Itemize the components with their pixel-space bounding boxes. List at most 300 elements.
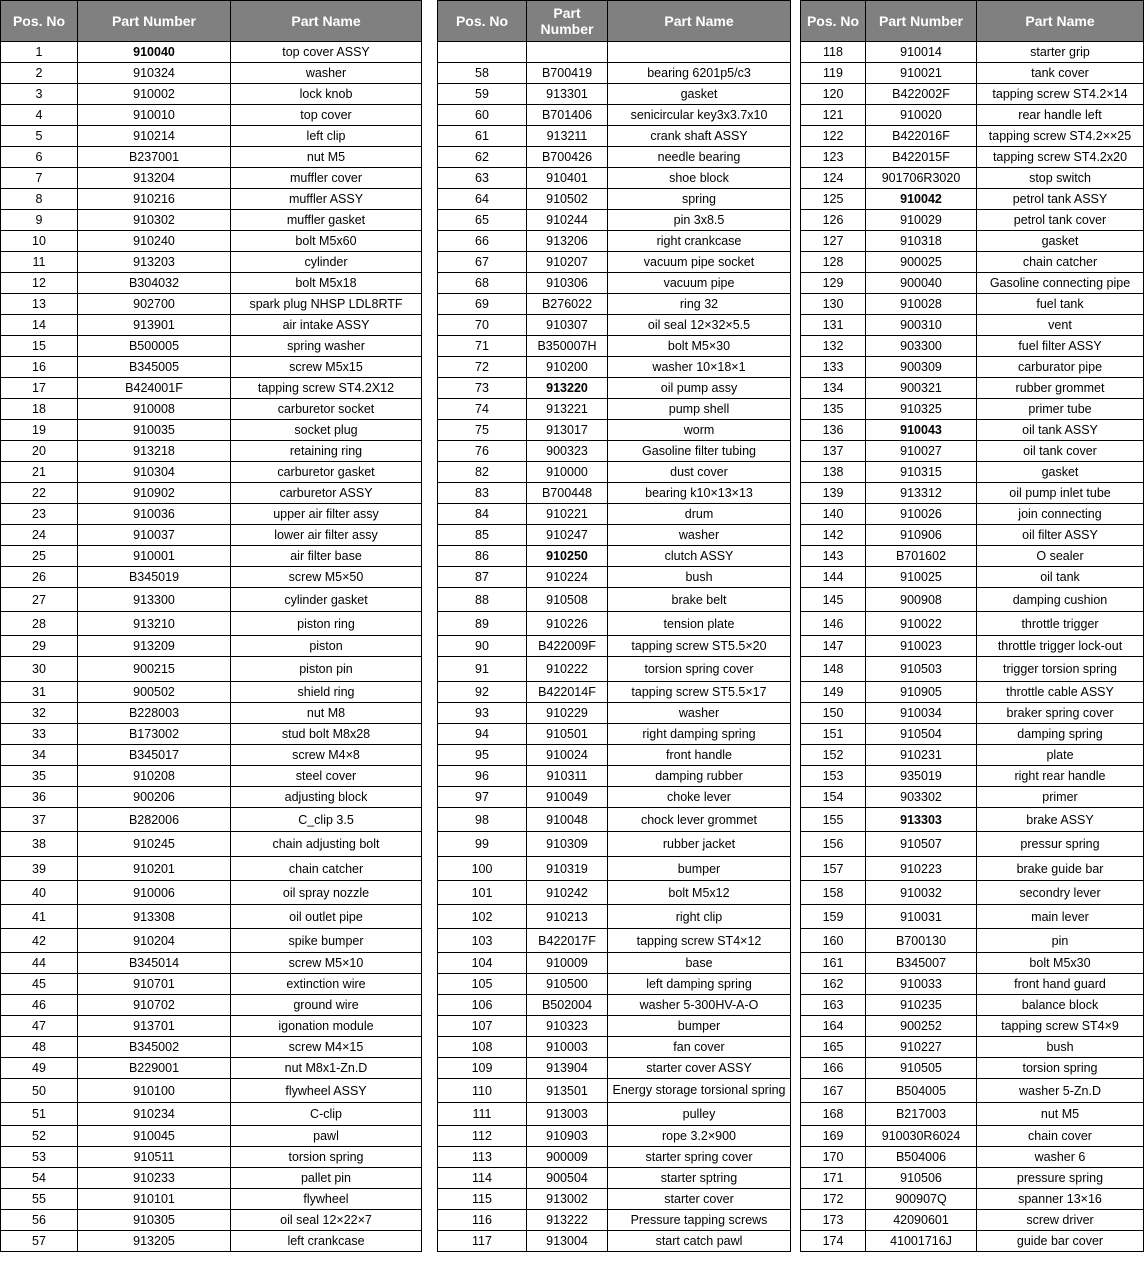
pos-no-cell: 72	[438, 357, 527, 378]
table-row	[801, 1168, 1144, 1189]
pos-no-cell: 119	[801, 63, 866, 84]
table-row	[1, 787, 422, 808]
part-number-cell: 910229	[527, 703, 608, 724]
part-number-cell: 910307	[527, 315, 608, 336]
part-name-cell: stud bolt M8x28	[231, 724, 422, 745]
part-name-cell: igonation module	[231, 1016, 422, 1037]
part-number-cell: B345017	[78, 745, 231, 766]
part-number-cell: 910028	[866, 294, 977, 315]
part-number-cell: B700426	[527, 147, 608, 168]
part-name-cell: bumper	[608, 1016, 791, 1037]
part-number-cell: 910010	[78, 105, 231, 126]
part-name-cell: oil spray nozzle	[231, 881, 422, 905]
part-name-cell: brake guide bar	[977, 857, 1144, 881]
part-number-cell: B701406	[527, 105, 608, 126]
pos-no-cell: 94	[438, 724, 527, 745]
pos-no-cell: 100	[438, 857, 527, 881]
pos-no-cell: 25	[1, 546, 78, 567]
table-row	[1, 636, 422, 657]
table-row	[1, 881, 422, 905]
part-name-cell: primer tube	[977, 399, 1144, 420]
pos-no-cell: 86	[438, 546, 527, 567]
part-number-cell: 910702	[78, 995, 231, 1016]
table-row	[801, 1126, 1144, 1147]
pos-no-cell: 110	[438, 1079, 527, 1103]
part-name-cell: tension plate	[608, 612, 791, 636]
header-part-name: Part Name	[608, 1, 791, 42]
part-number-cell: 913501	[527, 1079, 608, 1103]
part-name-cell: bearing k10×13×13	[608, 483, 791, 504]
table-row	[438, 399, 791, 420]
parts-table-2	[437, 0, 791, 1252]
pos-no-cell: 7	[1, 168, 78, 189]
pos-no-cell: 8	[1, 189, 78, 210]
table-row	[1, 273, 422, 294]
table-row	[438, 420, 791, 441]
part-name-cell: piston ring	[231, 612, 422, 636]
pos-no-cell: 26	[1, 567, 78, 588]
pos-no-cell: 157	[801, 857, 866, 881]
part-number-cell: 910233	[78, 1168, 231, 1189]
part-number-cell: 913203	[78, 252, 231, 273]
part-name-cell: muffler cover	[231, 168, 422, 189]
table-row	[801, 273, 1144, 294]
pos-no-cell: 13	[1, 294, 78, 315]
table-row	[801, 857, 1144, 881]
part-number-cell: 910014	[866, 42, 977, 63]
pos-no-cell: 4	[1, 105, 78, 126]
part-name-cell: pawl	[231, 1126, 422, 1147]
part-name-cell: tank cover	[977, 63, 1144, 84]
pos-no-cell: 63	[438, 168, 527, 189]
part-number-cell: 910315	[866, 462, 977, 483]
pos-no-cell: 118	[801, 42, 866, 63]
table-row	[1, 832, 422, 857]
part-name-cell: crank shaft ASSY	[608, 126, 791, 147]
table-row	[801, 787, 1144, 808]
pos-no-cell: 64	[438, 189, 527, 210]
table-row	[438, 483, 791, 504]
table-row	[801, 84, 1144, 105]
pos-no-cell: 68	[438, 273, 527, 294]
part-name-cell: pressur spring	[977, 832, 1144, 857]
table-row	[438, 84, 791, 105]
part-number-cell: B229001	[78, 1058, 231, 1079]
table-row	[801, 357, 1144, 378]
table-row	[1, 953, 422, 974]
part-number-cell: B502004	[527, 995, 608, 1016]
table-row	[1, 974, 422, 995]
pos-no-cell: 69	[438, 294, 527, 315]
table-row	[801, 745, 1144, 766]
pos-no-cell: 19	[1, 420, 78, 441]
part-number-cell: 910323	[527, 1016, 608, 1037]
table-row	[1, 336, 422, 357]
table-row	[801, 808, 1144, 832]
pos-no-cell: 18	[1, 399, 78, 420]
part-name-cell: oil pump assy	[608, 378, 791, 399]
part-number-cell: B701602	[866, 546, 977, 567]
pos-no-cell: 105	[438, 974, 527, 995]
part-number-cell: 910231	[866, 745, 977, 766]
part-number-cell: 900908	[866, 588, 977, 612]
pos-no-cell: 57	[1, 1231, 78, 1252]
table-row	[438, 462, 791, 483]
part-number-cell: 910902	[78, 483, 231, 504]
part-number-cell: 910502	[527, 189, 608, 210]
part-name-cell: Pressure tapping screws	[608, 1210, 791, 1231]
table-row	[801, 1103, 1144, 1126]
part-number-cell: B504005	[866, 1079, 977, 1103]
table-row	[438, 857, 791, 881]
part-number-cell: B424001F	[78, 378, 231, 399]
pos-no-cell: 172	[801, 1189, 866, 1210]
part-number-cell: 913701	[78, 1016, 231, 1037]
pos-no-cell: 163	[801, 995, 866, 1016]
part-number-cell: 910043	[866, 420, 977, 441]
pos-no-cell: 30	[1, 657, 78, 682]
table-row	[438, 231, 791, 252]
part-name-cell: washer	[608, 525, 791, 546]
table-row	[1, 399, 422, 420]
part-number-cell: 900907Q	[866, 1189, 977, 1210]
part-name-cell: nut M5	[977, 1103, 1144, 1126]
table-row	[438, 189, 791, 210]
part-number-cell: 910204	[78, 929, 231, 953]
part-number-cell: 910507	[866, 832, 977, 857]
table-row	[1, 1079, 422, 1103]
table-row	[1, 567, 422, 588]
part-number-cell: 910021	[866, 63, 977, 84]
table-row	[1, 766, 422, 787]
table-row	[1, 483, 422, 504]
pos-no-cell: 76	[438, 441, 527, 462]
pos-no-cell: 22	[1, 483, 78, 504]
table-row	[801, 1058, 1144, 1079]
part-name-cell: C-clip	[231, 1103, 422, 1126]
pos-no-cell: 143	[801, 546, 866, 567]
part-number-cell: B304032	[78, 273, 231, 294]
table-row	[801, 546, 1144, 567]
pos-no-cell: 87	[438, 567, 527, 588]
part-number-cell: 910023	[866, 636, 977, 657]
part-name-cell: cylinder	[231, 252, 422, 273]
pos-no-cell: 82	[438, 462, 527, 483]
table-row	[801, 147, 1144, 168]
pos-no-cell: 128	[801, 252, 866, 273]
part-name-cell: oil seal 12×32×5.5	[608, 315, 791, 336]
part-number-cell: 910213	[527, 905, 608, 929]
table-row	[801, 1189, 1144, 1210]
pos-no-cell: 62	[438, 147, 527, 168]
part-number-cell: 900009	[527, 1147, 608, 1168]
part-name-cell: oil tank cover	[977, 441, 1144, 462]
pos-no-cell: 151	[801, 724, 866, 745]
part-name-cell: muffler gasket	[231, 210, 422, 231]
part-number-cell: 900504	[527, 1168, 608, 1189]
header-part-name: Part Name	[977, 1, 1144, 42]
part-name-cell: tapping screw ST5.5×20	[608, 636, 791, 657]
pos-no-cell: 134	[801, 378, 866, 399]
table-row	[801, 420, 1144, 441]
part-name-cell: needle bearing	[608, 147, 791, 168]
pos-no-cell: 154	[801, 787, 866, 808]
part-number-cell: 910227	[866, 1037, 977, 1058]
table-row	[1, 105, 422, 126]
table-row	[438, 504, 791, 525]
part-name-cell: damping rubber	[608, 766, 791, 787]
part-number-cell: 900502	[78, 682, 231, 703]
part-number-cell: 913003	[527, 1103, 608, 1126]
part-number-cell: 910226	[527, 612, 608, 636]
pos-no-cell: 99	[438, 832, 527, 857]
parts-table-3	[800, 0, 1144, 1252]
table-row	[438, 168, 791, 189]
table-row	[801, 210, 1144, 231]
pos-no-cell: 56	[1, 1210, 78, 1231]
part-number-cell: B345007	[866, 953, 977, 974]
part-name-cell: starter cover ASSY	[608, 1058, 791, 1079]
table-row	[438, 787, 791, 808]
part-number-cell: 910223	[866, 857, 977, 881]
part-number-cell: 913303	[866, 808, 977, 832]
table-row	[801, 881, 1144, 905]
part-number-cell: B217003	[866, 1103, 977, 1126]
pos-no-cell: 145	[801, 588, 866, 612]
part-number-cell: 910224	[527, 567, 608, 588]
part-number-cell: 910030R6024	[866, 1126, 977, 1147]
part-number-cell: 913004	[527, 1231, 608, 1252]
part-number-cell: 900321	[866, 378, 977, 399]
pos-no-cell: 40	[1, 881, 78, 905]
part-name-cell: clutch ASSY	[608, 546, 791, 567]
table-row	[1, 1016, 422, 1037]
pos-no-cell: 159	[801, 905, 866, 929]
table-row	[1, 210, 422, 231]
pos-no-cell: 70	[438, 315, 527, 336]
part-number-cell: 910401	[527, 168, 608, 189]
table-row	[801, 105, 1144, 126]
header-row	[1, 1, 422, 42]
pos-no-cell: 15	[1, 336, 78, 357]
pos-no-cell: 20	[1, 441, 78, 462]
table-row	[801, 766, 1144, 787]
table-row	[801, 1016, 1144, 1037]
pos-no-cell: 89	[438, 612, 527, 636]
part-name-cell: pulley	[608, 1103, 791, 1126]
table-row	[1, 1126, 422, 1147]
table-row	[438, 525, 791, 546]
table-row	[438, 766, 791, 787]
part-name-cell: front handle	[608, 745, 791, 766]
part-number-cell: 910906	[866, 525, 977, 546]
pos-no-cell: 165	[801, 1037, 866, 1058]
table-row	[1, 929, 422, 953]
pos-no-cell: 9	[1, 210, 78, 231]
table-row	[801, 995, 1144, 1016]
pos-no-cell: 120	[801, 84, 866, 105]
pos-no-cell: 161	[801, 953, 866, 974]
pos-no-cell: 31	[1, 682, 78, 703]
part-name-cell: tapping screw ST4×9	[977, 1016, 1144, 1037]
table-row	[1, 703, 422, 724]
part-name-cell: Gasoline connecting pipe	[977, 273, 1144, 294]
part-number-cell: 910244	[527, 210, 608, 231]
pos-no-cell: 130	[801, 294, 866, 315]
part-number-cell: 910501	[527, 724, 608, 745]
part-name-cell: damping cushion	[977, 588, 1144, 612]
table-row	[438, 1079, 791, 1103]
table-row	[1, 995, 422, 1016]
part-number-cell: 910305	[78, 1210, 231, 1231]
pos-no-cell: 65	[438, 210, 527, 231]
part-name-cell: oil outlet pipe	[231, 905, 422, 929]
pos-no-cell: 24	[1, 525, 78, 546]
part-number-cell: 913312	[866, 483, 977, 504]
part-number-cell: B700419	[527, 63, 608, 84]
table-row	[801, 231, 1144, 252]
table-row	[438, 378, 791, 399]
part-number-cell: 900040	[866, 273, 977, 294]
pos-no-cell: 92	[438, 682, 527, 703]
pos-no-cell: 133	[801, 357, 866, 378]
table-row	[1, 462, 422, 483]
part-name-cell: main lever	[977, 905, 1144, 929]
pos-no-cell: 142	[801, 525, 866, 546]
table-row	[801, 1037, 1144, 1058]
part-number-cell: 910026	[866, 504, 977, 525]
table-row	[1, 588, 422, 612]
part-name-cell: flywheel ASSY	[231, 1079, 422, 1103]
pos-no-cell: 164	[801, 1016, 866, 1037]
pos-no-cell: 144	[801, 567, 866, 588]
part-name-cell: base	[608, 953, 791, 974]
part-name-cell: balance block	[977, 995, 1144, 1016]
part-name-cell: top cover ASSY	[231, 42, 422, 63]
pos-no-cell: 162	[801, 974, 866, 995]
part-name-cell: washer 6	[977, 1147, 1144, 1168]
table-row	[801, 657, 1144, 682]
part-number-cell: 910008	[78, 399, 231, 420]
pos-no-cell: 33	[1, 724, 78, 745]
part-name-cell: pin 3x8.5	[608, 210, 791, 231]
part-name-cell: left damping spring	[608, 974, 791, 995]
part-name-cell: spring	[608, 189, 791, 210]
pos-no-cell: 34	[1, 745, 78, 766]
parts-table-1	[0, 0, 422, 1252]
header-pos-no: Pos. No	[1, 1, 78, 42]
table-row	[1, 189, 422, 210]
pos-no-cell: 90	[438, 636, 527, 657]
part-name-cell: washer	[231, 63, 422, 84]
part-name-cell: piston pin	[231, 657, 422, 682]
part-name-cell: rope 3.2×900	[608, 1126, 791, 1147]
pos-no-cell: 59	[438, 84, 527, 105]
part-name-cell: braker spring cover	[977, 703, 1144, 724]
part-number-cell: 913210	[78, 612, 231, 636]
table-row	[438, 703, 791, 724]
table-row	[801, 567, 1144, 588]
part-number-cell: 913002	[527, 1189, 608, 1210]
part-name-cell: air filter base	[231, 546, 422, 567]
pos-no-cell: 41	[1, 905, 78, 929]
part-number-cell: 910511	[78, 1147, 231, 1168]
pos-no-cell: 166	[801, 1058, 866, 1079]
part-name-cell: torsion spring	[231, 1147, 422, 1168]
pos-no-cell: 147	[801, 636, 866, 657]
table-row	[438, 42, 791, 63]
part-number-cell: 910240	[78, 231, 231, 252]
part-number-cell: 910221	[527, 504, 608, 525]
table-row	[438, 588, 791, 612]
header-part-number: Part Number	[78, 1, 231, 42]
part-number-cell: 913901	[78, 315, 231, 336]
part-name-cell: washer 10×18×1	[608, 357, 791, 378]
part-name-cell: air intake ASSY	[231, 315, 422, 336]
part-number-cell: 41001716J	[866, 1231, 977, 1252]
header-pos-no: Pos. No	[438, 1, 527, 42]
table-row	[438, 1058, 791, 1079]
part-name-cell: washer	[608, 703, 791, 724]
table-row	[438, 441, 791, 462]
part-name-cell: oil pump inlet tube	[977, 483, 1144, 504]
table-row	[1, 1103, 422, 1126]
pos-no-cell: 113	[438, 1147, 527, 1168]
pos-no-cell: 3	[1, 84, 78, 105]
pos-no-cell: 98	[438, 808, 527, 832]
part-name-cell: oil seal 12×22×7	[231, 1210, 422, 1231]
part-number-cell: 913222	[527, 1210, 608, 1231]
pos-no-cell: 66	[438, 231, 527, 252]
table-row	[1, 1231, 422, 1252]
part-number-cell: B422016F	[866, 126, 977, 147]
part-number-cell: 910207	[527, 252, 608, 273]
part-number-cell: B350007H	[527, 336, 608, 357]
part-number-cell: 910034	[866, 703, 977, 724]
part-number-cell: 910242	[527, 881, 608, 905]
pos-no-cell: 171	[801, 1168, 866, 1189]
table-row	[801, 724, 1144, 745]
part-number-cell: 910200	[527, 357, 608, 378]
part-number-cell: B422017F	[527, 929, 608, 953]
part-name-cell: bolt M5x18	[231, 273, 422, 294]
part-name-cell: screw driver	[977, 1210, 1144, 1231]
part-number-cell: 910024	[527, 745, 608, 766]
part-name-cell: rubber grommet	[977, 378, 1144, 399]
part-number-cell: 910029	[866, 210, 977, 231]
pos-no-cell: 124	[801, 168, 866, 189]
part-number-cell: 910247	[527, 525, 608, 546]
pos-no-cell: 170	[801, 1147, 866, 1168]
pos-no-cell: 1	[1, 42, 78, 63]
table-row	[438, 832, 791, 857]
pos-no-cell: 60	[438, 105, 527, 126]
part-name-cell: tapping screw ST4.2××25	[977, 126, 1144, 147]
part-name-cell: brake belt	[608, 588, 791, 612]
table-row	[1, 657, 422, 682]
pos-no-cell: 58	[438, 63, 527, 84]
part-number-cell: B700448	[527, 483, 608, 504]
part-number-cell: 913206	[527, 231, 608, 252]
part-name-cell: guide bar cover	[977, 1231, 1144, 1252]
table-row	[438, 546, 791, 567]
part-name-cell: bumper	[608, 857, 791, 881]
part-name-cell: C_clip 3.5	[231, 808, 422, 832]
table-row	[1, 441, 422, 462]
table-row	[801, 126, 1144, 147]
part-number-cell: 910324	[78, 63, 231, 84]
part-number-cell: 910905	[866, 682, 977, 703]
